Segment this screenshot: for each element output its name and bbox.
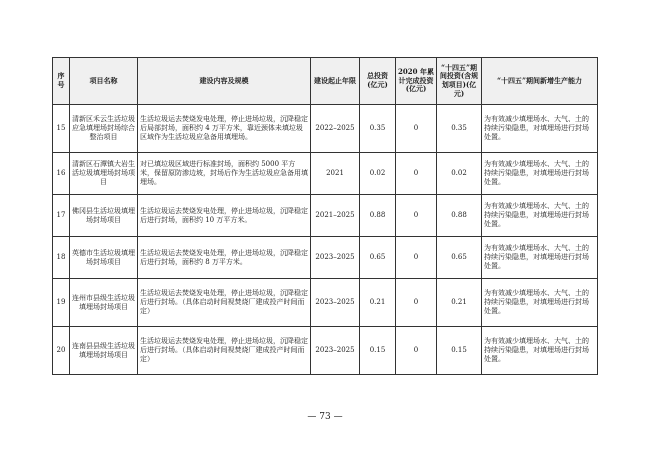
row-capacity: 为有效减少填埋场水、大气、土的持续污染隐患，对填埋场进行封场处置。 [482,105,598,153]
row-no: 17 [53,195,70,237]
row-content: 生活垃圾运去焚烧发电处理，停止进场垃圾，沉降稳定后进行封场。（具体启动时间视焚烧厂建成投产时间而定） [138,279,311,327]
row-name: 连州市县级生活垃圾填埋场封场项目 [70,279,138,327]
row-years: 2023–2025 [311,237,360,279]
row-plan: 0.65 [437,237,482,279]
row-capacity: 为有效减少填埋场水、大气、土的持续污染隐患，对填埋场进行封场处置。 [482,327,598,375]
row-years: 2023–2025 [311,327,360,375]
table-body [53,105,598,375]
row-cum2020: 0 [396,105,437,153]
row-content: 生活垃圾运去焚烧发电处理，停止进场垃圾，沉降稳定后局部封场，面积约 4 万平方米，靠近颈体未填垃圾区域作为生活垃圾应急备用填埋场。 [138,105,311,153]
row-plan: 0.21 [437,279,482,327]
row-cum2020: 0 [396,327,437,375]
row-content: 生活垃圾运去焚烧发电处理，停止进场垃圾，沉降稳定后进行封场，面积约 8 万平方米。 [138,237,311,279]
header-cum2020: 2020 年累计完成投资(亿元) [396,58,437,105]
row-years: 2023–2025 [311,279,360,327]
row-no: 15 [53,105,70,153]
row-total: 0.21 [360,279,396,327]
row-total: 0.88 [360,195,396,237]
row-plan: 0.15 [437,327,482,375]
header-capacity: “十四五”期间新增生产能力 [482,58,598,105]
row-content: 生活垃圾运去焚烧发电处理，停止进场垃圾，沉降稳定后进行封场，面积约 10 万平方米。 [138,195,311,237]
header-total: 总投资(亿元) [360,58,396,105]
row-capacity: 为有效减少填埋场水、大气、土的持续污染隐患，对填埋场进行封场处置。 [482,195,598,237]
row-plan: 0.88 [437,195,482,237]
row-cum2020: 0 [396,153,437,195]
table-header [53,58,598,105]
row-content: 对已填垃圾区域进行标准封场，面积约 5000 平方米，保留原防渗边坡，封场后作为生活垃圾应急备用填埋场。 [138,153,311,195]
header-no: 序号 [53,58,70,105]
table-row [53,279,598,327]
row-plan: 0.02 [437,153,482,195]
row-name: 英德市生活垃圾填埋场封场项目 [70,237,138,279]
row-name: 佛冈县生活垃圾填埋场封场项目 [70,195,138,237]
row-plan: 0.35 [437,105,482,153]
row-name: 连南县县级生活垃圾填埋场封场项目 [70,327,138,375]
header-content: 建设内容及规模 [138,58,311,105]
table-row [53,195,598,237]
project-table [52,57,598,375]
header-name: 项目名称 [70,58,138,105]
row-name: 清新区禾云生活垃圾应急填埋场封场综合整治项目 [70,105,138,153]
row-years: 2022–2025 [311,105,360,153]
page-number: — 73 — [307,412,343,422]
header-plan: “十四五”期间投资(含规划项目)(亿元) [437,58,482,105]
row-capacity: 为有效减少填埋场水、大气、土的持续污染隐患，对填埋场进行封场处置。 [482,237,598,279]
row-total: 0.02 [360,153,396,195]
row-no: 19 [53,279,70,327]
row-years: 2021 [311,153,360,195]
table-row [53,237,598,279]
row-content: 生活垃圾运去焚烧发电处理，停止进场垃圾，沉降稳定后进行封场。（具体启动时间视焚烧厂建成投产时间而定） [138,327,311,375]
row-years: 2021–2025 [311,195,360,237]
row-cum2020: 0 [396,237,437,279]
row-name: 清新区石潭镇大岩生活垃圾填埋场封场项目 [70,153,138,195]
row-total: 0.65 [360,237,396,279]
row-capacity: 为有效减少填埋场水、大气、土的持续污染隐患，对填埋场进行封场处置。 [482,279,598,327]
table-row [53,327,598,375]
header-years: 建设起止年限 [311,58,360,105]
table-row [53,153,598,195]
row-no: 20 [53,327,70,375]
row-cum2020: 0 [396,279,437,327]
row-cum2020: 0 [396,195,437,237]
row-capacity: 为有效减少填埋场水、大气、土的持续污染隐患，对填埋场进行封场处置。 [482,153,598,195]
row-total: 0.15 [360,327,396,375]
row-total: 0.35 [360,105,396,153]
table-row [53,105,598,153]
row-no: 16 [53,153,70,195]
row-no: 18 [53,237,70,279]
